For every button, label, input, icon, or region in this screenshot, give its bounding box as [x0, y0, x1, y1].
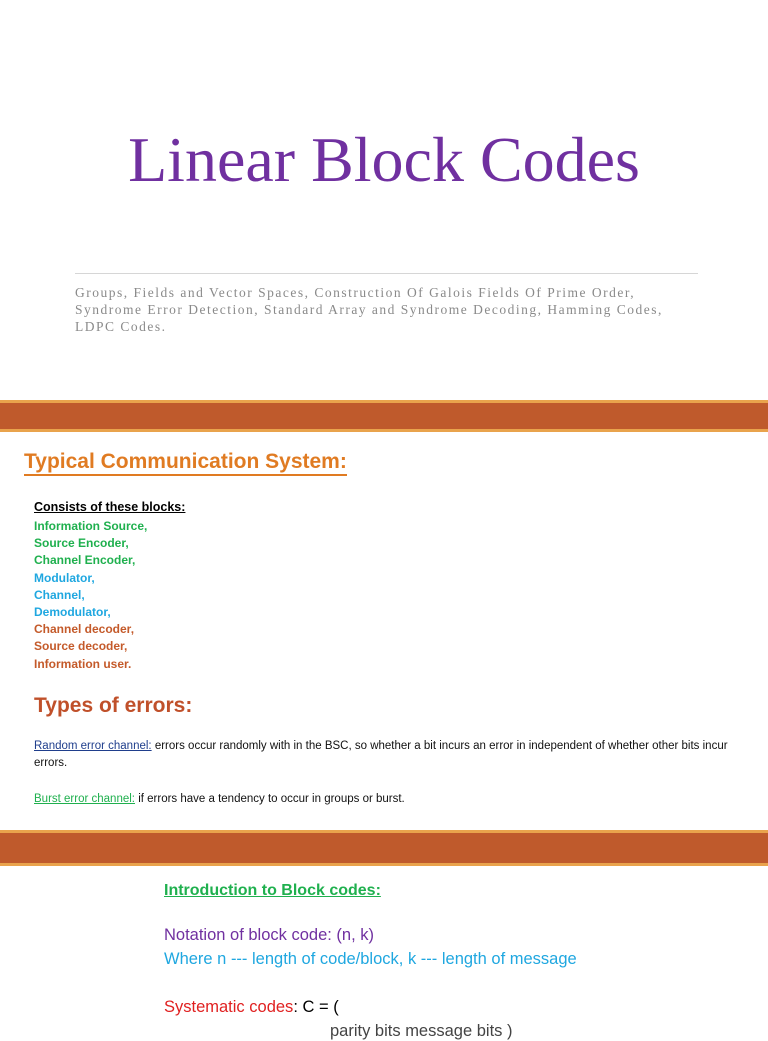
blocks-list [34, 518, 147, 673]
title-slide [0, 0, 768, 400]
list-item: Channel decoder, [34, 622, 135, 637]
title-divider [75, 273, 698, 274]
slide-separator-bar [0, 830, 768, 866]
list-item: Information Source, [34, 519, 148, 533]
list-item: Modulator, [34, 570, 95, 585]
list-item: Channel Encoder, [34, 553, 136, 568]
slide-title: Linear Block Codes [128, 124, 640, 195]
list-item: Source Encoder, [34, 536, 129, 551]
burst-error-paragraph [34, 791, 734, 808]
list-item: Source decoder, [34, 639, 128, 654]
typical-communication-heading: Typical Communication System: [24, 450, 347, 473]
systematic-label: Systematic codes [164, 998, 294, 1016]
random-error-text: errors occur randomly with in the BSC, so whether a bit incurs an error in independent of whether other bits incur errors. [34, 740, 728, 769]
communication-system-slide [0, 432, 768, 830]
systematic-text: : C = ( [293, 998, 339, 1016]
burst-error-label: Burst error channel: [34, 793, 135, 805]
random-error-label: Random error channel: [34, 740, 152, 752]
slide-subtitle: Groups, Fields and Vector Spaces, Construction Of Galois Fields Of Prime Order, Syndrome Error Detection, Standard Array and Syndrome Decoding, Hamming Codes, LDPC Codes. [75, 285, 663, 334]
where-line: Where n --- length of code/block, k --- length of message [164, 950, 577, 968]
types-of-errors-heading: Types of errors: [34, 694, 193, 717]
burst-error-text: if errors have a tendency to occur in groups or burst. [135, 793, 405, 805]
systematic-line [164, 998, 339, 1017]
intro-heading: Introduction to Block codes: [164, 882, 381, 899]
random-error-paragraph [34, 738, 734, 772]
notation-line: Notation of block code: (n, k) [164, 926, 375, 944]
block-codes-slide [0, 866, 768, 1040]
list-item: Channel, [34, 587, 85, 602]
list-item: Information user. [34, 656, 132, 671]
slide-separator-bar [0, 400, 768, 432]
partial-line: parity bits message bits ) [330, 1022, 513, 1040]
consists-label: Consists of these blocks: [34, 500, 186, 514]
list-item: Demodulator, [34, 605, 111, 620]
